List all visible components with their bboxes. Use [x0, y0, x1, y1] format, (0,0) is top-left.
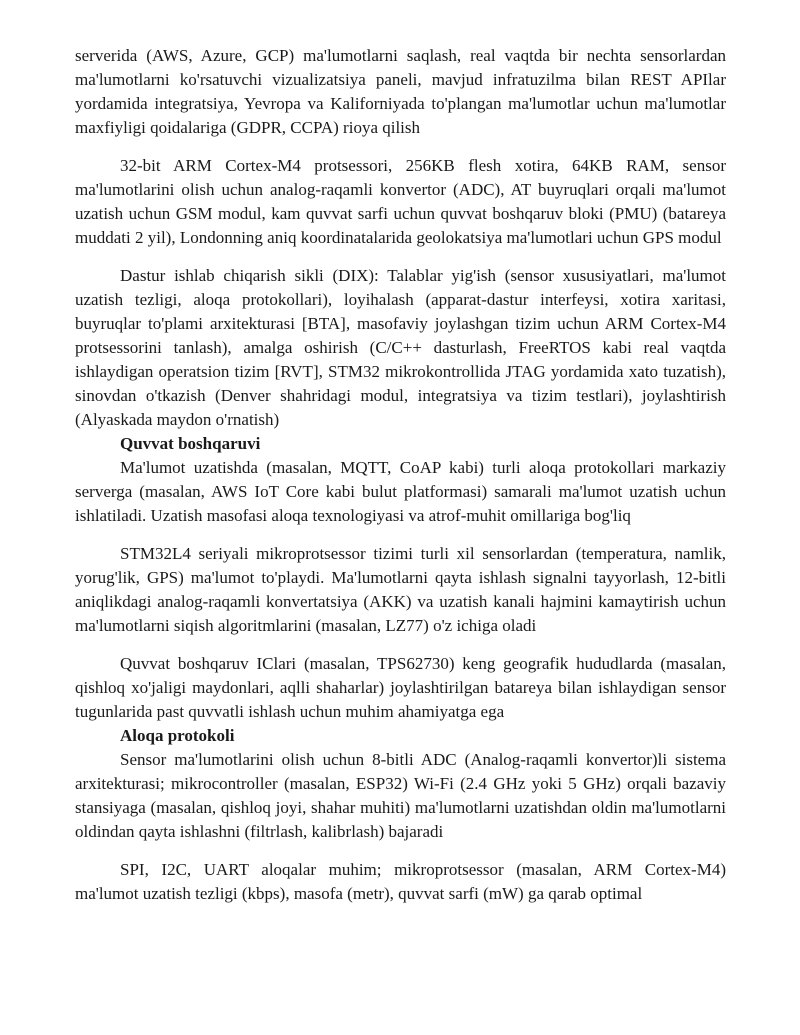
paragraph-cloud-storage: serverida (AWS, Azure, GCP) ma'lumotlarni saqlash, real vaqtda bir nechta sensorlardan ma'lumotlarni ko'rsatuvchi vizualizatsiya paneli, mavjud infratuzilma bilan REST APIlar yordamida integratsiya, Yevropa va Kaliforniyada to'plangan ma'lumotlar uchun ma'lumotlar maxfiyligi qoidalariga (GDPR, CCPA) rioya qilish	[75, 46, 726, 137]
section-heading-communication-protocol: Aloqa protokoli	[120, 726, 235, 745]
paragraph-development-cycle: Dastur ishlab chiqarish sikli (DIX): Talablar yig'ish (sensor xususiyatlari, ma'lumot uzatish tezligi, aloqa protokollari), loyihalash (apparat-dastur interfeysi, xotira xaritasi, buyruqlar to'plami arxitekturasi [BTA], masofaviy joylashgan tizim uchun ARM Cortex-M4 protsessorini tanlash), amalga oshirish (C/C++ dasturlash, FreeRTOS kabi real vaqtda ishlaydigan operatsion tizim [RVT], STM32 mikrokontrollida JTAG yordamida xato tuzatish), sinovdan o'tkazish (Denver shahridagi modul, integratsiya va tizim testlari), joylashtirish (Alyaskada maydon o'rnatish)	[75, 266, 726, 429]
document-page	[75, 44, 726, 906]
paragraph-spi-i2c-uart: SPI, I2C, UART aloqalar muhim; mikroprotsessor (masalan, ARM Cortex-M4) ma'lumot uzatish tezligi (kbps), masofa (metr), quvvat sarfi (mW) ga qarab optimal	[75, 860, 726, 903]
section-heading-power-management: Quvvat boshqaruvi	[120, 434, 261, 453]
paragraph-power-ics: Quvvat boshqaruv IClari (masalan, TPS62730) keng geografik hududlarda (masalan, qishloq xo'jaligi maydonlari, aqlli shaharlar) joylashtirilgan batareya bilan ishlaydigan sensor tugunlarida past quvvatli ishlash uchun muhim ahamiyatga ega	[75, 654, 726, 721]
paragraph-hardware-spec: 32-bit ARM Cortex-M4 protsessori, 256KB flesh xotira, 64KB RAM, sensor ma'lumotlarini olish uchun analog-raqamli konvertor (ADC), AT buyruqlari orqali ma'lumot uzatish uchun GSM modul, kam quvvat sarfi uchun quvvat boshqaruv bloki (PMU) (batareya muddati 2 yil), Londonning aniq koordinatalarida geolokatsiya ma'lumotlari uchun GPS modul	[75, 156, 726, 247]
paragraph-sensor-adc: Sensor ma'lumotlarini olish uchun 8-bitli ADC (Analog-raqamli konvertor)li sistema arxitekturasi; mikrocontroller (masalan, ESP32) Wi-Fi (2.4 GHz yoki 5 GHz) orqali bazaviy stansiyaga (masalan, qishloq joyi, shahar muhiti) ma'lumotlarni uzatishdan oldin ma'lumotlarni oldindan qayta ishlashni (filtrlash, kalibrlash) bajaradi	[75, 750, 726, 841]
paragraph-stm32l4: STM32L4 seriyali mikroprotsessor tizimi turli xil sensorlardan (temperatura, namlik, yorug'lik, GPS) ma'lumot to'playdi. Ma'lumotlarni qayta ishlash signalni tayyorlash, 12-bitli aniqlikdagi analog-raqamli konvertatsiya (AKK) va uzatish kanali hajmini kamaytirish uchun ma'lumotlarni siqish algoritmlarini (masalan, LZ77) o'z ichiga oladi	[75, 544, 726, 635]
paragraph-data-transfer: Ma'lumot uzatishda (masalan, MQTT, CoAP kabi) turli aloqa protokollari markaziy serverga (masalan, AWS IoT Core kabi bulut platformasi) samarali ma'lumot uzatish uchun ishlatiladi. Uzatish masofasi aloqa texnologiyasi va atrof-muhit omillariga bog'liq	[75, 458, 726, 525]
